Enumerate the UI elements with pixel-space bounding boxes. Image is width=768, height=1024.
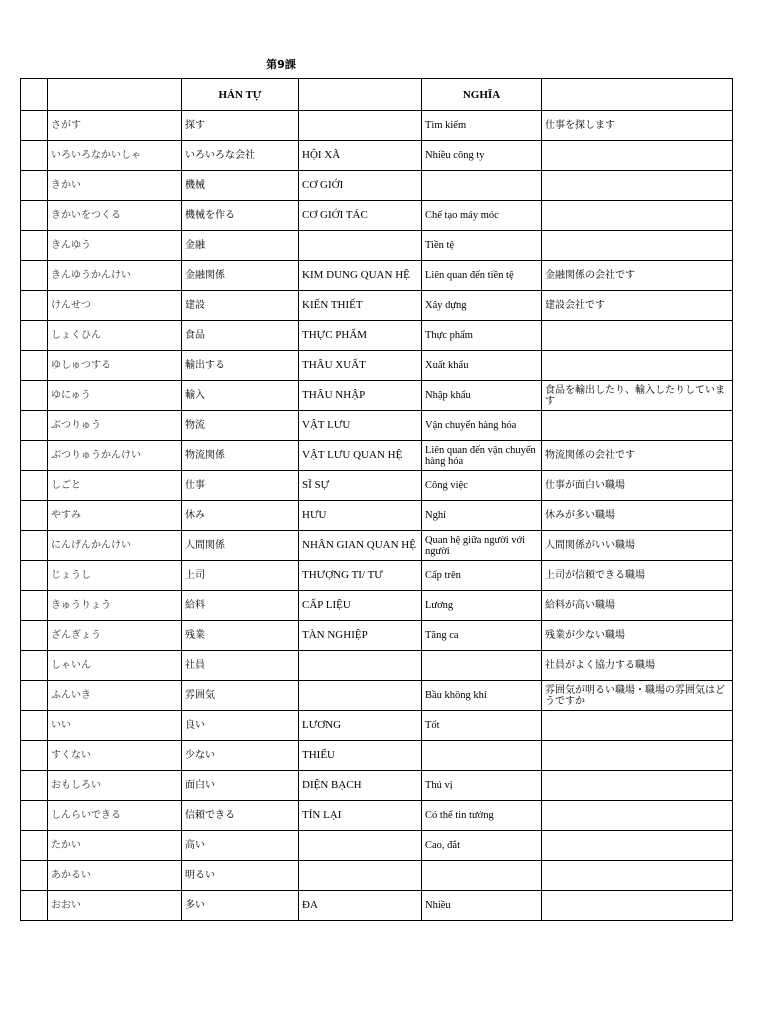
kana-cell: すくない (48, 741, 182, 771)
kanji-cell: 金融 (182, 231, 299, 261)
example-cell: 上司が信頼できる職場 (542, 561, 733, 591)
table-row (21, 171, 733, 201)
kana-cell: きかい (48, 171, 182, 201)
example-cell (542, 351, 733, 381)
example-cell (542, 321, 733, 351)
meaning-cell: Nhiều công ty (422, 141, 542, 171)
meaning-cell: Bầu không khí (422, 681, 542, 711)
row-index-cell (21, 111, 48, 141)
example-cell (542, 861, 733, 891)
hanviet-cell: THIỂU (299, 741, 422, 771)
hanviet-cell: THÂU NHẬP (299, 381, 422, 411)
kana-cell: しょくひん (48, 321, 182, 351)
example-cell: 雰囲気が明るい職場・職場の雰囲気はどうですか (542, 681, 733, 711)
hanviet-cell: NHÂN GIAN QUAN HỆ (299, 531, 422, 561)
hanviet-cell: KIM DUNG QUAN HỆ (299, 261, 422, 291)
row-index-cell (21, 321, 48, 351)
meaning-cell: Cấp trên (422, 561, 542, 591)
kanji-cell: 探す (182, 111, 299, 141)
kanji-cell: 給料 (182, 591, 299, 621)
meaning-cell: Nhập khẩu (422, 381, 542, 411)
row-index-cell (21, 561, 48, 591)
kanji-cell: 人間関係 (182, 531, 299, 561)
kanji-cell: 輸出する (182, 351, 299, 381)
row-index-cell (21, 351, 48, 381)
row-index-cell (21, 711, 48, 741)
kana-cell: きんゆうかんけい (48, 261, 182, 291)
hanviet-cell (299, 651, 422, 681)
kanji-cell: 機械を作る (182, 201, 299, 231)
row-index-cell (21, 141, 48, 171)
vocabulary-table (20, 78, 733, 921)
example-cell: 仕事が面白い職場 (542, 471, 733, 501)
kanji-cell: 残業 (182, 621, 299, 651)
hanviet-cell: CƠ GIỚI TÁC (299, 201, 422, 231)
row-index-cell (21, 591, 48, 621)
table-row (21, 471, 733, 501)
hanviet-cell: THỰC PHẨM (299, 321, 422, 351)
hanviet-cell: TÍN LẠI (299, 801, 422, 831)
kana-cell: おもしろい (48, 771, 182, 801)
row-index-cell (21, 891, 48, 921)
hanviet-cell (299, 231, 422, 261)
kana-cell: にんげんかんけい (48, 531, 182, 561)
kanji-cell: 信頼できる (182, 801, 299, 831)
table-row (21, 111, 733, 141)
example-cell (542, 231, 733, 261)
meaning-cell: Thực phẩm (422, 321, 542, 351)
meaning-cell: Tìm kiếm (422, 111, 542, 141)
meaning-cell: Liên quan đến vận chuyển hàng hóa (422, 441, 542, 471)
hanviet-cell: THÂU XUẤT (299, 351, 422, 381)
row-index-cell (21, 621, 48, 651)
row-index-cell (21, 861, 48, 891)
example-cell (542, 201, 733, 231)
hanviet-cell: VẬT LƯU QUAN HỆ (299, 441, 422, 471)
table-row (21, 771, 733, 801)
kana-cell: きかいをつくる (48, 201, 182, 231)
kanji-cell: 輸入 (182, 381, 299, 411)
kana-cell: いい (48, 711, 182, 741)
kanji-cell: 食品 (182, 321, 299, 351)
row-index-cell (21, 801, 48, 831)
header-row (21, 79, 733, 111)
table-row (21, 861, 733, 891)
example-cell: 休みが多い職場 (542, 501, 733, 531)
example-cell: 社員がよく協力する職場 (542, 651, 733, 681)
row-index-cell (21, 471, 48, 501)
table-row (21, 711, 733, 741)
table-row (21, 531, 733, 561)
hanviet-cell: DIỆN BẠCH (299, 771, 422, 801)
kana-cell: しごと (48, 471, 182, 501)
kanji-cell: 高い (182, 831, 299, 861)
example-cell (542, 711, 733, 741)
table-row (21, 141, 733, 171)
hanviet-cell: HỘI XÃ (299, 141, 422, 171)
example-cell (542, 171, 733, 201)
example-cell (542, 411, 733, 441)
table-row (21, 351, 733, 381)
hanviet-cell: THƯỢNG TI/ TƯ (299, 561, 422, 591)
header-example (542, 79, 733, 111)
table-row (21, 651, 733, 681)
meaning-cell: Tăng ca (422, 621, 542, 651)
row-index-cell (21, 381, 48, 411)
meaning-cell: Xây dựng (422, 291, 542, 321)
row-index-cell (21, 201, 48, 231)
example-cell (542, 801, 733, 831)
kanji-cell: 休み (182, 501, 299, 531)
kana-cell: たかい (48, 831, 182, 861)
meaning-cell: Lương (422, 591, 542, 621)
kana-cell: ふんいき (48, 681, 182, 711)
row-index-cell (21, 171, 48, 201)
meaning-cell: Chế tạo máy móc (422, 201, 542, 231)
kana-cell: ぶつりゅうかんけい (48, 441, 182, 471)
meaning-cell: Nhiều (422, 891, 542, 921)
hanviet-cell: LƯƠNG (299, 711, 422, 741)
table-row (21, 831, 733, 861)
hanviet-cell: HƯU (299, 501, 422, 531)
example-cell (542, 141, 733, 171)
example-cell: 人間関係がいい職場 (542, 531, 733, 561)
kana-cell: あかるい (48, 861, 182, 891)
kanji-cell: 物流関係 (182, 441, 299, 471)
meaning-cell: Thú vị (422, 771, 542, 801)
kana-cell: ぶつりゅう (48, 411, 182, 441)
page-title: 第9課 (266, 58, 296, 71)
kana-cell: いろいろなかいしゃ (48, 141, 182, 171)
example-cell: 金融関係の会社です (542, 261, 733, 291)
kanji-cell: 面白い (182, 771, 299, 801)
header-meaning: NGHĨA (422, 79, 542, 111)
meaning-cell: Cao, đắt (422, 831, 542, 861)
example-cell: 給料が高い職場 (542, 591, 733, 621)
meaning-cell: Tiền tệ (422, 231, 542, 261)
meaning-cell: Vận chuyển hàng hóa (422, 411, 542, 441)
kanji-cell: 物流 (182, 411, 299, 441)
meaning-cell: Có thể tin tưởng (422, 801, 542, 831)
meaning-cell: Nghỉ (422, 501, 542, 531)
row-index-cell (21, 831, 48, 861)
meaning-cell (422, 861, 542, 891)
table-row (21, 381, 733, 411)
example-cell (542, 831, 733, 861)
kana-cell: しゃいん (48, 651, 182, 681)
table-row (21, 441, 733, 471)
kana-cell: けんせつ (48, 291, 182, 321)
kana-cell: ざんぎょう (48, 621, 182, 651)
meaning-cell (422, 741, 542, 771)
kana-cell: ゆにゅう (48, 381, 182, 411)
kanji-cell: 上司 (182, 561, 299, 591)
row-index-cell (21, 261, 48, 291)
example-cell (542, 891, 733, 921)
example-cell (542, 741, 733, 771)
row-index-cell (21, 501, 48, 531)
header-hanviet (299, 79, 422, 111)
kanji-cell: 明るい (182, 861, 299, 891)
kanji-cell: 社員 (182, 651, 299, 681)
example-cell: 仕事を探します (542, 111, 733, 141)
kanji-cell: 多い (182, 891, 299, 921)
kana-cell: おおい (48, 891, 182, 921)
row-index-cell (21, 441, 48, 471)
row-index-cell (21, 771, 48, 801)
meaning-cell: Tốt (422, 711, 542, 741)
kana-cell: ゆしゅつする (48, 351, 182, 381)
table-row (21, 261, 733, 291)
table-row (21, 681, 733, 711)
meaning-cell: Công việc (422, 471, 542, 501)
meaning-cell: Liên quan đến tiền tệ (422, 261, 542, 291)
table-row (21, 411, 733, 441)
kanji-cell: 建設 (182, 291, 299, 321)
table-row (21, 291, 733, 321)
kana-cell: きゅうりょう (48, 591, 182, 621)
kana-cell: しんらいできる (48, 801, 182, 831)
row-index-cell (21, 651, 48, 681)
hanviet-cell: TÀN NGHIỆP (299, 621, 422, 651)
hanviet-cell: KIẾN THIẾT (299, 291, 422, 321)
header-kana (48, 79, 182, 111)
row-index-cell (21, 411, 48, 441)
hanviet-cell (299, 831, 422, 861)
row-index-cell (21, 531, 48, 561)
row-index-cell (21, 741, 48, 771)
table-row (21, 741, 733, 771)
kanji-cell: いろいろな会社 (182, 141, 299, 171)
kana-cell: きんゆう (48, 231, 182, 261)
kanji-cell: 雰囲気 (182, 681, 299, 711)
kanji-cell: 少ない (182, 741, 299, 771)
example-cell: 物流関係の会社です (542, 441, 733, 471)
meaning-cell (422, 651, 542, 681)
example-cell: 残業が少ない職場 (542, 621, 733, 651)
kanji-cell: 仕事 (182, 471, 299, 501)
kanji-cell: 機械 (182, 171, 299, 201)
header-index (21, 79, 48, 111)
hanviet-cell: CƠ GIỚI (299, 171, 422, 201)
hanviet-cell (299, 861, 422, 891)
table-row (21, 591, 733, 621)
header-kanji: HÁN TỰ (182, 79, 299, 111)
table-row (21, 501, 733, 531)
example-cell (542, 771, 733, 801)
kana-cell: さがす (48, 111, 182, 141)
row-index-cell (21, 681, 48, 711)
kanji-cell: 金融関係 (182, 261, 299, 291)
meaning-cell (422, 171, 542, 201)
hanviet-cell: ĐA (299, 891, 422, 921)
hanviet-cell (299, 681, 422, 711)
table-row (21, 891, 733, 921)
table-row (21, 201, 733, 231)
hanviet-cell (299, 111, 422, 141)
table-row (21, 561, 733, 591)
table-row (21, 321, 733, 351)
table-row (21, 621, 733, 651)
table-row (21, 801, 733, 831)
kana-cell: じょうし (48, 561, 182, 591)
hanviet-cell: CẤP LIỆU (299, 591, 422, 621)
kana-cell: やすみ (48, 501, 182, 531)
example-cell: 食品を輸出したり、輸入したりしています (542, 381, 733, 411)
meaning-cell: Quan hệ giữa người với người (422, 531, 542, 561)
row-index-cell (21, 231, 48, 261)
row-index-cell (21, 291, 48, 321)
meaning-cell: Xuất khẩu (422, 351, 542, 381)
example-cell: 建設会社です (542, 291, 733, 321)
hanviet-cell: SĨ SỰ (299, 471, 422, 501)
hanviet-cell: VẬT LƯU (299, 411, 422, 441)
kanji-cell: 良い (182, 711, 299, 741)
table-row (21, 231, 733, 261)
